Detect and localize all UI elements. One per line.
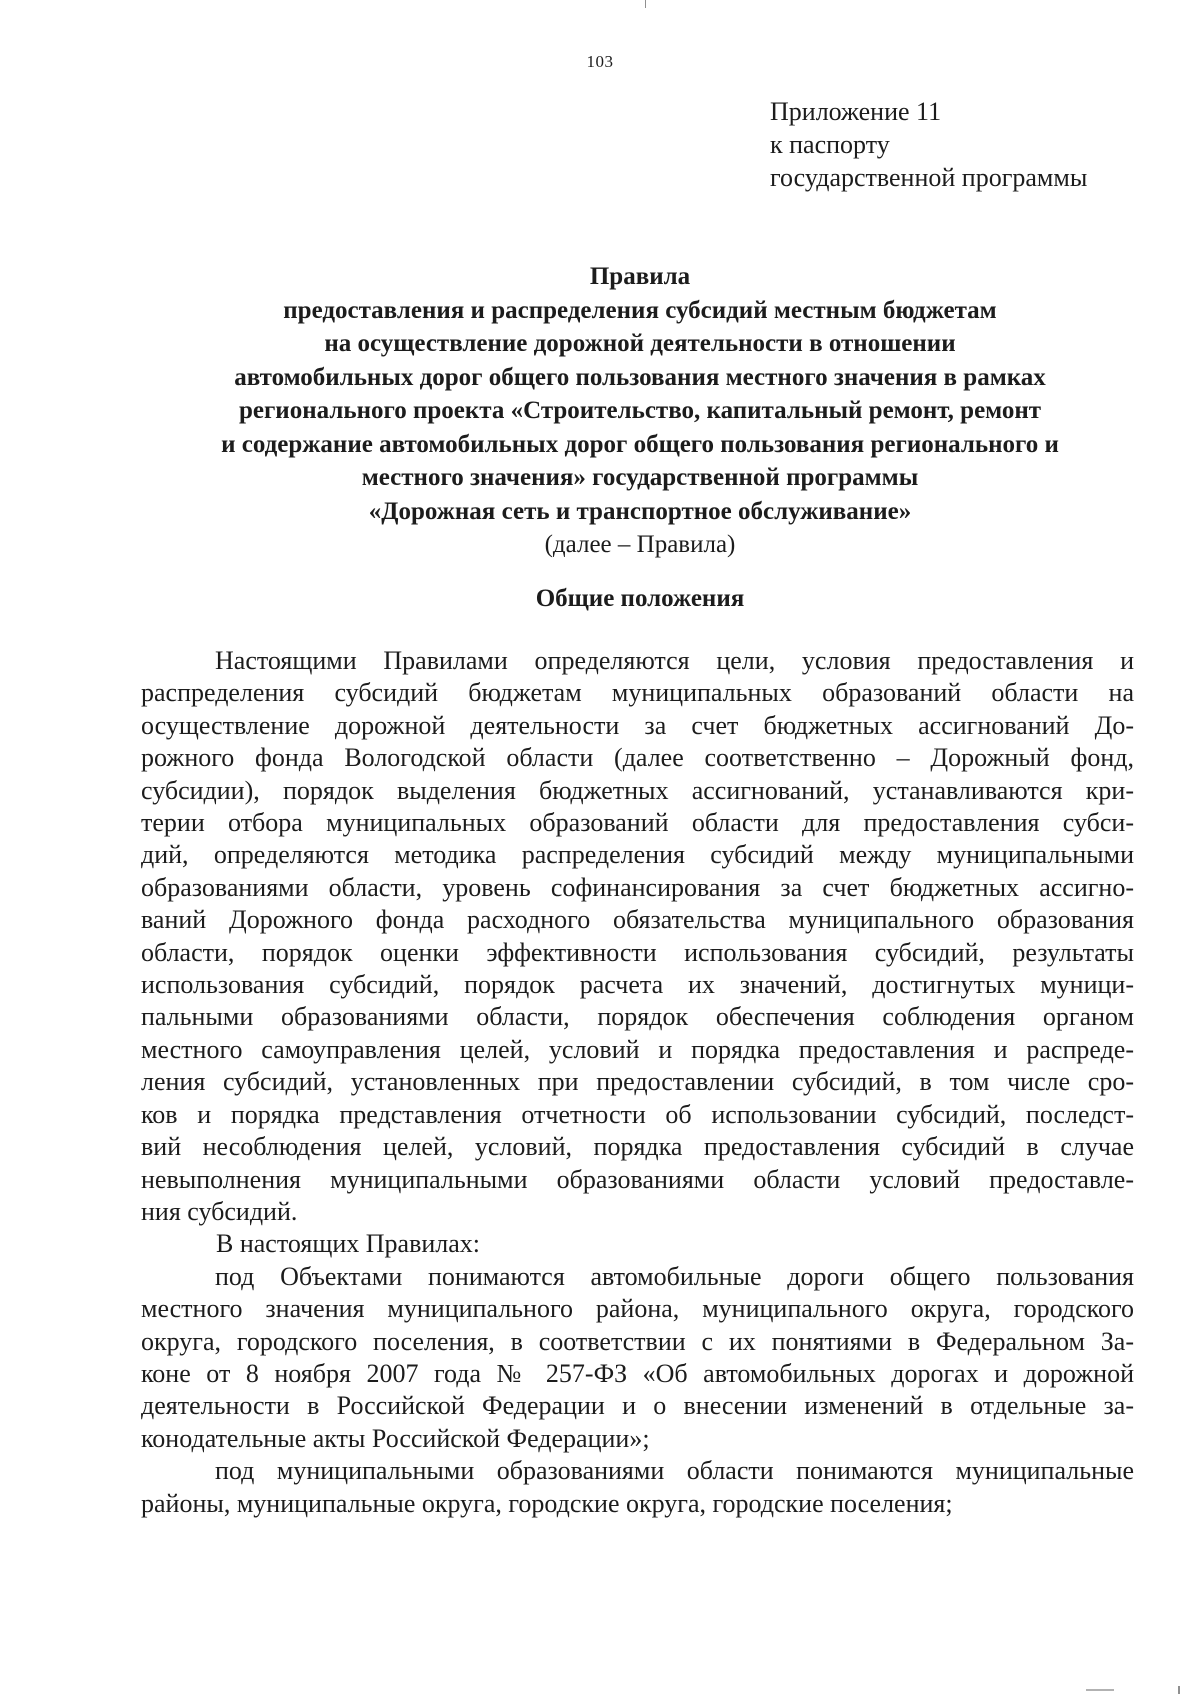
- paragraph-4: [141, 1455, 1134, 1520]
- scan-artifact-top: [645, 0, 646, 8]
- paragraph-2: [141, 1228, 1134, 1260]
- title-line-1: Правила: [589, 263, 691, 290]
- scan-artifact-corner: [1178, 1686, 1180, 1694]
- appendix-line-1: Приложение 11: [770, 97, 942, 126]
- text-line: рожного фонда Вологодской области (далее соответственно – Дорожный фонд,: [141, 743, 1134, 773]
- text-line: невыполнения муниципальными образованиями области условий предоставле-: [141, 1164, 1134, 1194]
- text-line: терии отбора муниципальных образований области для предоставления субси-: [141, 808, 1134, 838]
- appendix-line-3: государственной программы: [770, 163, 1088, 192]
- document-title: [140, 260, 1140, 562]
- title-line-4: автомобильных дорог общего пользования местного значения в рамках: [234, 363, 1046, 391]
- title-line-6: и содержание автомобильных дорог общего пользования регионального и: [221, 430, 1059, 458]
- title-line-5: регионального проекта «Строительство, капитальный ремонт, ремонт: [238, 397, 1042, 424]
- text-line: осуществление дорожной деятельности за счет бюджетных ассигнований До-: [141, 710, 1134, 740]
- title-line-3: на осуществление дорожной деятельности в отношении: [324, 330, 956, 357]
- paragraph-1: [141, 645, 1134, 1228]
- text-line: субсидии), порядок выделения бюджетных ассигнований, устанавливаются кри-: [141, 775, 1134, 805]
- page-number: 103: [586, 52, 614, 71]
- section-heading: Общие положения: [535, 585, 745, 612]
- text-line: дий, определяются методика распределения субсидий между муниципальными: [141, 840, 1134, 870]
- text-line: ния субсидий.: [141, 1196, 298, 1226]
- title-line-8: «Дорожная сеть и транспортное обслуживание»: [368, 497, 912, 525]
- appendix-note: [770, 95, 1170, 194]
- text-line: под Объектами понимаются автомобильные дороги общего пользования: [215, 1261, 1134, 1291]
- body-text: [141, 645, 1134, 1520]
- text-line: пальными образованиями области, порядок обеспечения соблюдения органом: [141, 1002, 1134, 1032]
- text-line: под муниципальными образованиями области понимаются муниципальные: [215, 1456, 1134, 1486]
- text-line: округа, городского поселения, в соответствии с их понятиями в Федеральном За-: [141, 1326, 1134, 1356]
- text-line: деятельности в Российской Федерации и о внесении изменений в отдельные за-: [141, 1391, 1134, 1421]
- text-line: ваний Дорожного фонда расходного обязательства муниципального образования: [141, 905, 1134, 935]
- text-line: местного самоуправления целей, условий и порядка предоставления и распреде-: [141, 1034, 1134, 1064]
- text-line: районы, муниципальные округа, городские округа, городские поселения;: [141, 1488, 953, 1518]
- text-line: Настоящими Правилами определяются цели, условия предоставления и: [215, 646, 1134, 675]
- text-line: распределения субсидий бюджетам муниципальных образований области на: [141, 678, 1134, 708]
- text-line: ков и порядка представления отчетности об использовании субсидий, последст-: [141, 1099, 1134, 1129]
- text-line: местного значения муниципального района, муниципального округа, городского: [141, 1294, 1134, 1324]
- text-line: области, порядок оценки эффективности использования субсидий, результаты: [141, 937, 1134, 967]
- text-line: В настоящих Правилах:: [216, 1229, 480, 1259]
- text-line: образованиями области, уровень софинансирования за счет бюджетных ассигно-: [141, 872, 1134, 902]
- title-line-7: местного значения» государственной программы: [361, 464, 919, 491]
- appendix-line-2: к паспорту: [770, 130, 890, 159]
- text-line: коне от 8 ноября 2007 года № 257-ФЗ «Об автомобильных дорогах и дорожной: [141, 1358, 1134, 1388]
- paragraph-3: [141, 1261, 1134, 1455]
- text-line: вий несоблюдения целей, условий, порядка предоставления субсидий в случае: [141, 1132, 1134, 1162]
- text-line: использования субсидий, порядок расчета их значений, достигнутых муници-: [141, 970, 1134, 1000]
- text-line: ления субсидий, установленных при предоставлении субсидий, в том числе сро-: [141, 1067, 1134, 1097]
- text-line: конодательные акты Российской Федерации»;: [141, 1423, 650, 1453]
- title-line-9: (далее – Правила): [544, 531, 736, 558]
- title-line-2: предоставления и распределения субсидий местным бюджетам: [283, 296, 997, 324]
- scan-artifact-bottom: [1086, 1689, 1114, 1691]
